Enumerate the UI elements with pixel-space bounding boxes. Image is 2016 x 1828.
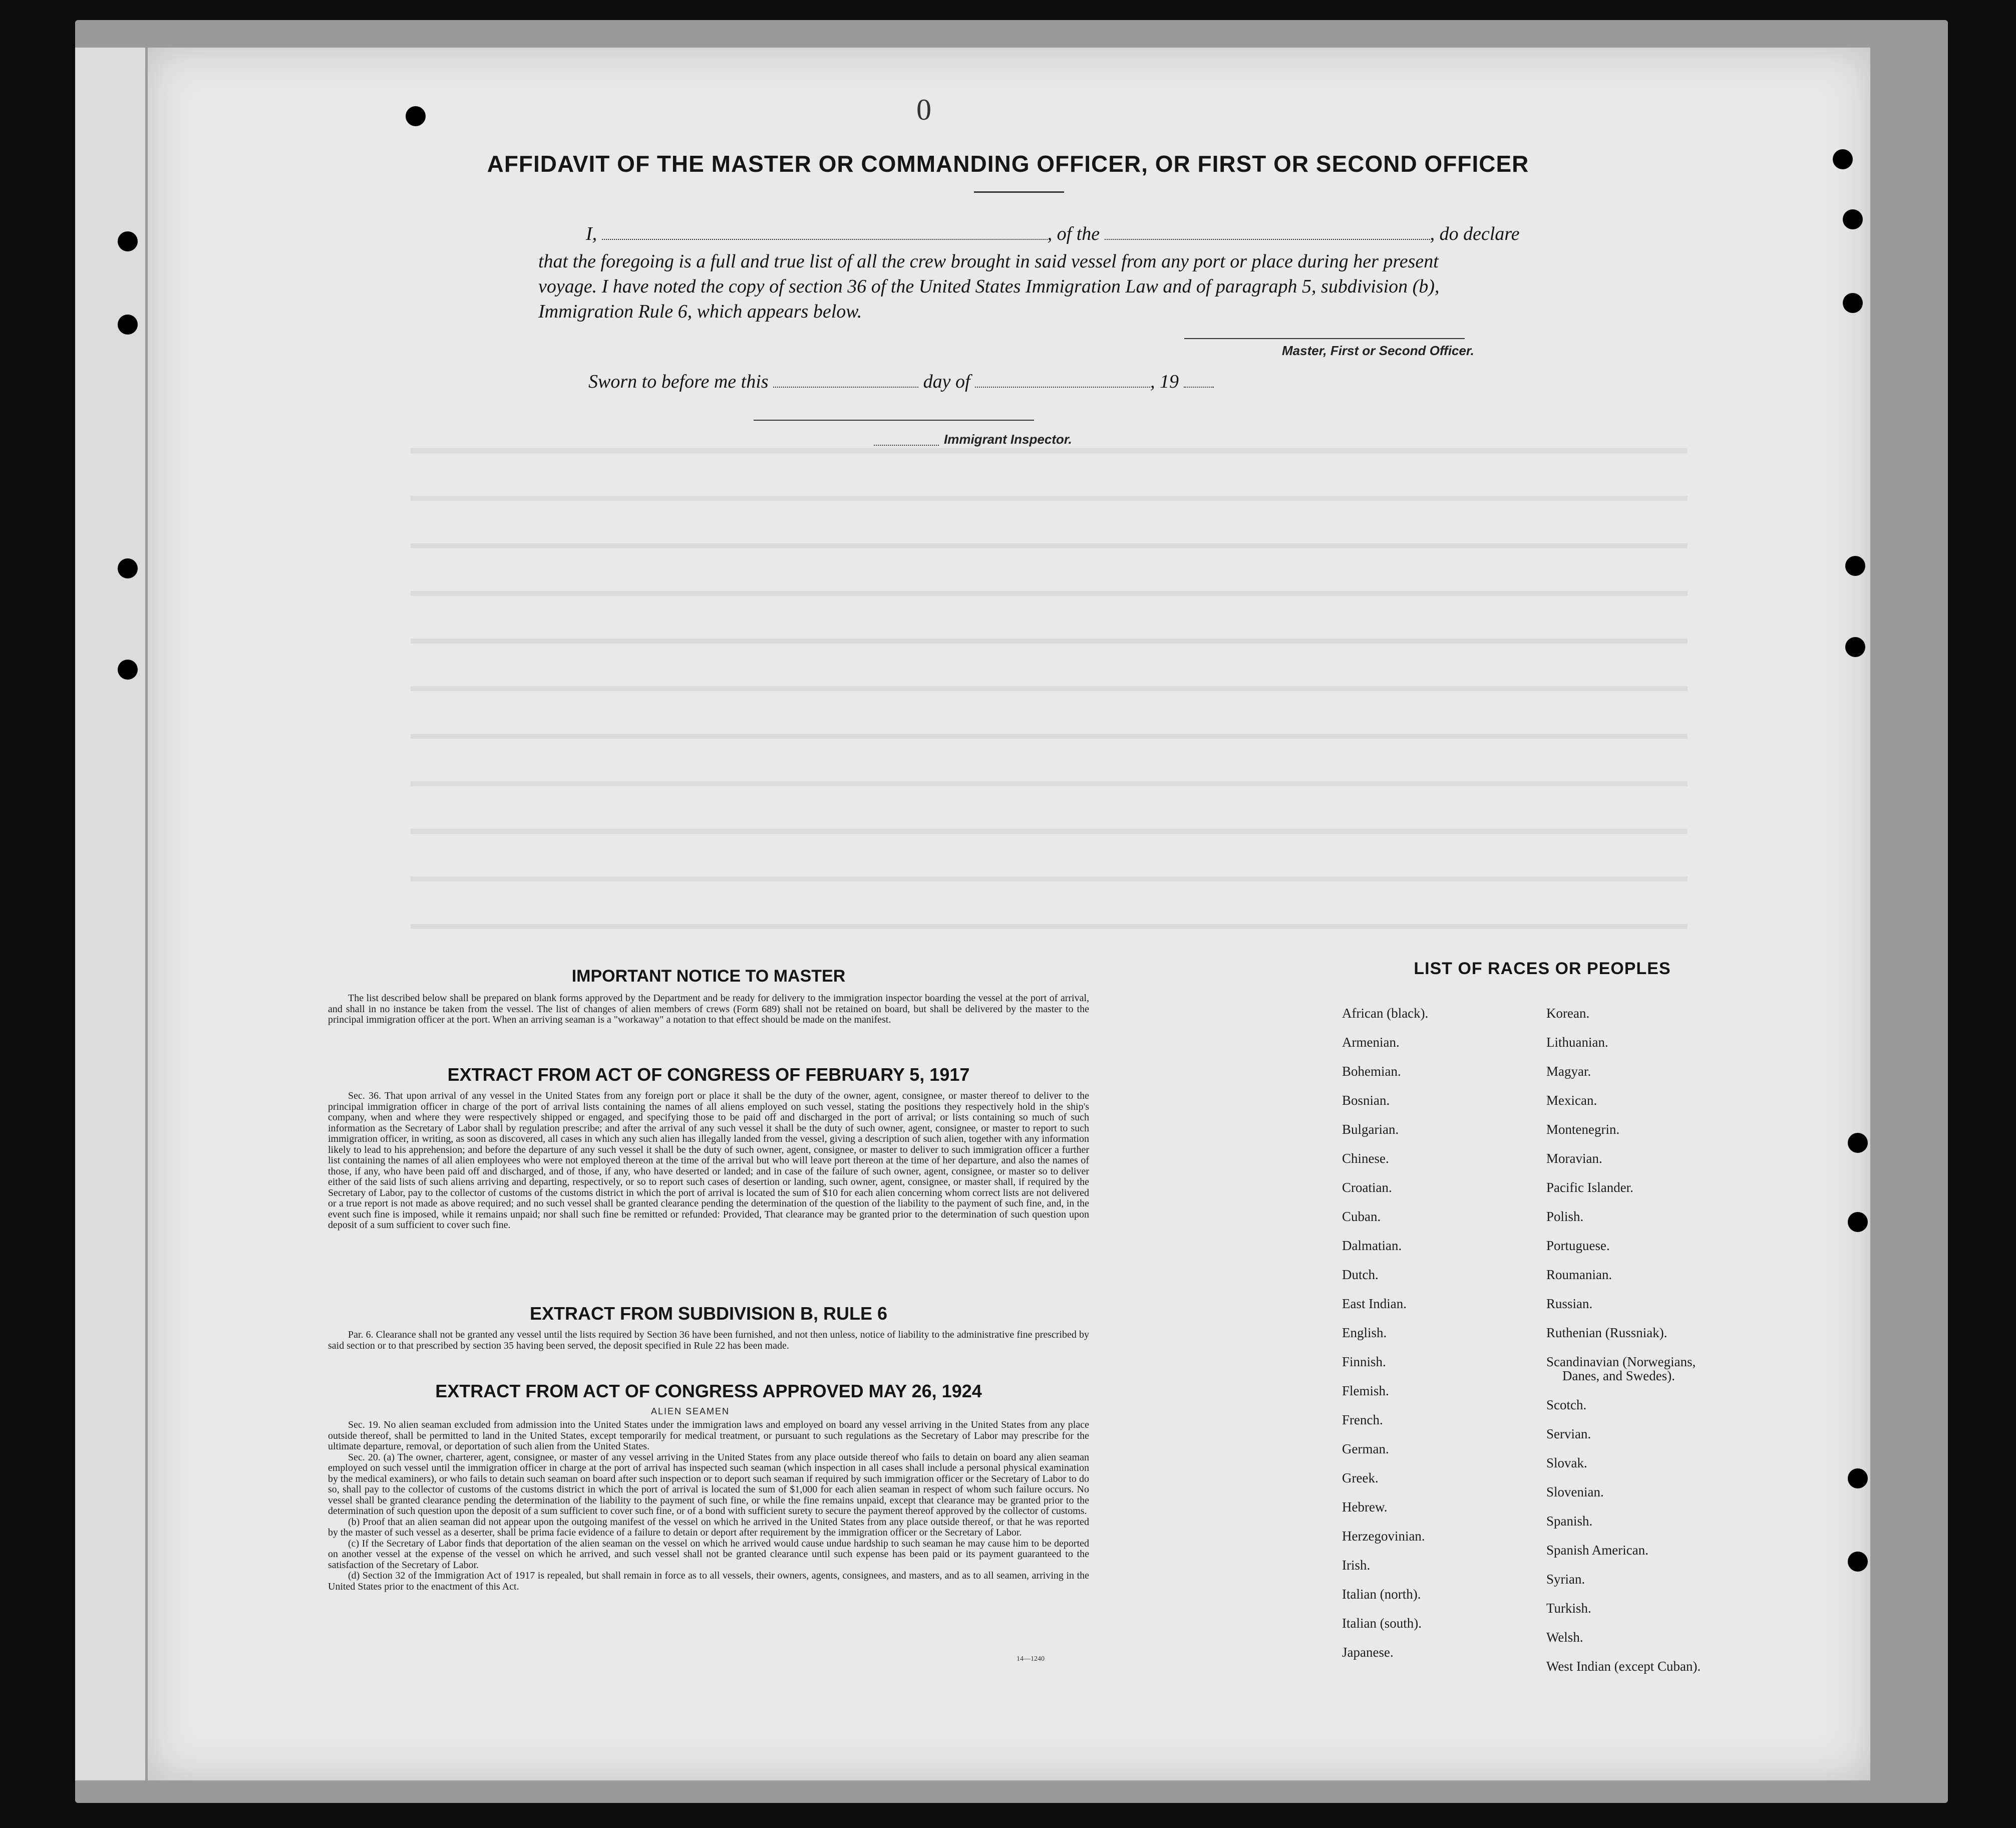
race-item: Servian. <box>1546 1426 1591 1441</box>
sec-19-paragraph: Sec. 19. No alien seaman excluded from admission into the United States under the immigration laws and employed on board any vessel arriving in the United States from any place outside thereof, shall be permitted to land in the United States, except temporarily for medical treatment, or pursuant to such regulations as the Secretary of Labor may prescribe for the ultimate departure, removal, or deportation of such alien from the United States. <box>328 1419 1089 1452</box>
bleed-through-row <box>411 543 1688 548</box>
master-signature-line[interactable] <box>1184 338 1465 339</box>
binder-hole-icon <box>118 558 138 578</box>
race-item: Magyar. <box>1546 1064 1591 1079</box>
binder-hole-icon <box>406 106 426 126</box>
day-of-label: day of <box>923 371 970 392</box>
extract-1917-text <box>328 1091 1089 1231</box>
binder-hole-icon <box>1848 1212 1868 1232</box>
inspector-signature-line[interactable] <box>754 420 1034 421</box>
form-number: 14—1240 <box>1017 1655 1045 1663</box>
notice-title: IMPORTANT NOTICE TO MASTER <box>571 967 846 986</box>
sec-20d-paragraph: (d) Section 32 of the Immigration Act of 1917 is repealed, but shall remain in force as to all vessels, their owners, agents, consignees, and masters, and as to all seamen, arriving in the United States prior to the enactment of this Act. <box>328 1570 1089 1592</box>
affidavit-line-3: voyage. I have noted the copy of section 36 of the United States Immigration Law and of paragraph 5, subdivision (b), <box>538 276 1440 297</box>
race-item: Finnish. <box>1342 1354 1386 1369</box>
sworn-day-field[interactable] <box>773 387 918 388</box>
notice-paragraph: The list described below shall be prepared on blank forms approved by the Department and be ready for delivery to the immigration inspector boarding the vessel at the port of arrival, and shall in no instance be taken from the vessel. The list of changes of alien members of crews (Form 689) shall not be retained on board, but shall be delivered by the master to the principal immigration officer at the port. When an arriving seaman is a "workaway" a notation to that effect should be made on the manifest. <box>328 993 1089 1025</box>
binder-hole-icon <box>1848 1133 1868 1153</box>
affidavit-title: AFFIDAVIT OF THE MASTER OR COMMANDING OFFICER, OR FIRST OR SECOND OFFICER <box>487 151 1529 177</box>
race-item: German. <box>1342 1441 1389 1456</box>
race-item: Cuban. <box>1342 1209 1381 1224</box>
alien-seamen-subtitle: ALIEN SEAMEN <box>651 1406 730 1416</box>
binder-hole-icon <box>1845 556 1865 576</box>
extract-rule6-title: EXTRACT FROM SUBDIVISION B, RULE 6 <box>529 1303 888 1324</box>
race-item: Dalmatian. <box>1342 1238 1402 1253</box>
inspector-caption: Immigrant Inspector. <box>944 432 1072 447</box>
race-item: Scandinavian (Norwegians, <box>1546 1354 1696 1369</box>
race-item: Slovenian. <box>1546 1484 1604 1499</box>
binder-hole-icon <box>1848 1468 1868 1488</box>
vessel-name-field[interactable] <box>1105 239 1430 240</box>
sworn-label: Sworn to before me this <box>588 371 769 392</box>
race-item: Turkish. <box>1546 1601 1591 1616</box>
notice-text <box>328 993 1089 1026</box>
declare-label: , do declare <box>1430 223 1520 244</box>
race-item: Portuguese. <box>1546 1238 1610 1253</box>
page-number: 0 <box>916 93 931 126</box>
binder-hole-icon <box>118 315 138 335</box>
par-6-paragraph: Par. 6. Clearance shall not be granted any vessel until the lists required by Section 36 have been furnished, and not then unless, notice of liability to the administrative fine prescribed by said section or to that prescribed by section 35 having been served, the deposit specified in Rule 22 has been made. <box>328 1329 1089 1351</box>
race-item: Montenegrin. <box>1546 1122 1620 1137</box>
bleed-through-row <box>411 924 1688 929</box>
race-item: Polish. <box>1546 1209 1584 1224</box>
race-item: Japanese. <box>1342 1645 1394 1660</box>
affidavit-line-2: that the foregoing is a full and true list of all the crew brought in said vessel from any port or place during her present <box>538 251 1439 272</box>
bleed-through-row <box>411 448 1688 453</box>
extract-1924-text <box>328 1420 1089 1592</box>
race-item: Lithuanian. <box>1546 1035 1608 1050</box>
race-item: Spanish. <box>1546 1513 1593 1529</box>
inspector-caption-rule <box>874 445 939 446</box>
race-item: Herzegovinian. <box>1342 1529 1425 1544</box>
race-item: Slovak. <box>1546 1455 1587 1470</box>
bleed-through-row <box>411 639 1688 644</box>
binder-hole-icon <box>1843 209 1863 229</box>
race-item: English. <box>1342 1325 1387 1340</box>
race-item: Roumanian. <box>1546 1267 1612 1282</box>
master-signature-caption: Master, First or Second Officer. <box>1282 343 1474 358</box>
binder-hole-icon <box>1845 637 1865 657</box>
bleed-through-row <box>411 829 1688 834</box>
affidavit-line-4: Immigration Rule 6, which appears below. <box>538 301 862 322</box>
race-item: Mexican. <box>1546 1093 1597 1108</box>
race-item: Irish. <box>1342 1558 1371 1573</box>
race-item: East Indian. <box>1342 1296 1407 1311</box>
bleed-through-row <box>411 686 1688 691</box>
sworn-year-field[interactable] <box>1184 387 1214 388</box>
race-item: Italian (north). <box>1342 1587 1421 1602</box>
race-item: Bosnian. <box>1342 1093 1390 1108</box>
race-item: Bohemian. <box>1342 1064 1401 1079</box>
race-item: Chinese. <box>1342 1151 1389 1166</box>
race-item: Croatian. <box>1342 1180 1392 1195</box>
race-item: Armenian. <box>1342 1035 1400 1050</box>
declarant-label: I, <box>586 223 597 244</box>
race-item: Dutch. <box>1342 1267 1379 1282</box>
race-item: Moravian. <box>1546 1151 1602 1166</box>
sec-20b-paragraph: (b) Proof that an alien seaman did not appear upon the outgoing manifest of the vessel on which he arrived in the United States from any place outside thereof, or that he was reported by the master of such vessel as a deserter, shall be prima facie evidence of a failure to detain or deport after requirement by the immigration officer or the Secretary of Labor. <box>328 1516 1089 1538</box>
race-item: Spanish American. <box>1546 1543 1648 1558</box>
title-rule <box>974 191 1064 193</box>
race-item: Italian (south). <box>1342 1616 1422 1631</box>
race-item: Pacific Islander. <box>1546 1180 1633 1195</box>
declarant-name-field[interactable] <box>602 239 1048 240</box>
extract-rule6-text <box>328 1330 1089 1351</box>
race-item: Greek. <box>1342 1470 1379 1485</box>
race-item: West Indian (except Cuban). <box>1546 1659 1701 1674</box>
left-binding-strip <box>75 48 145 1780</box>
bleed-through-row <box>411 876 1688 881</box>
extract-1924-title: EXTRACT FROM ACT OF CONGRESS APPROVED MAY 26, 1924 <box>435 1381 982 1401</box>
bleed-through-row <box>411 781 1688 786</box>
race-item: Russian. <box>1546 1296 1593 1311</box>
bleed-through-row <box>411 734 1688 739</box>
race-item: Scotch. <box>1546 1397 1587 1412</box>
sworn-month-field[interactable] <box>975 387 1150 388</box>
race-item: Syrian. <box>1546 1572 1585 1587</box>
binder-hole-icon <box>118 231 138 251</box>
race-item: Flemish. <box>1342 1383 1389 1398</box>
race-item: Welsh. <box>1546 1630 1583 1645</box>
affidavit-line-1 <box>586 223 1520 245</box>
race-item: Hebrew. <box>1342 1499 1388 1514</box>
race-item: Bulgarian. <box>1342 1122 1399 1137</box>
sec-36-paragraph: Sec. 36. That upon arrival of any vessel in the United States from any foreign port or place it shall be the duty of the owner, agent, consignee, or master thereof to deliver to the principal immigration officer in charge of the port of arrival lists containing the names of all aliens employed on such vessel, stating the positions they respectively hold in the ship's company, when and where they were respectively shipped or engaged, and specifying those to be paid off and discharged in the port of arrival; or lists containing so much of such information as the Secretary of Labor shall by regulation prescribe; and after the arrival of any such vessel it shall be the duty of such owner, agent, consignee, or master to report to such immigration officer, in writing, as soon as discovered, all cases in which any such alien has illegally landed from the vessel, giving a description of such alien, together with any information likely to lead to his apprehension; and before the departure of any such vessel it shall be the duty of such owner, agent, consignee, or master to deliver to such immigration officer a further list containing the names of all alien employees who were not employed thereon at the time of the arrival but who will leave port thereon at the time of her departure, and also the names of those, if any, who have been paid off and discharged, and of those, if any, who have deserted or landed; and in case of the failure of such owner, agent, consignee, or master so to deliver either of the said lists of such aliens arriving and departing, respectively, or so to report such cases of desertion or landing, such owner, agent, consignee, or master shall, if required by the Secretary of Labor, pay to the collector of customs of the customs district in which the port of arrival is located the sum of $10 for each alien concerning whom correct lists are not delivered or a true report is not made as above required; and no such vessel shall be granted clearance pending the determination of the question of the liability to the payment of such fine, and, in the event such fine is imposed, while it remains unpaid; nor shall such fine be remitted or refunded: Provided, That clearance may be granted prior to the determination of such question upon deposit of a sum sufficient to cover such fine. <box>328 1090 1089 1231</box>
sec-20c-paragraph: (c) If the Secretary of Labor finds that deportation of the alien seaman on the vessel on which he arrived would cause undue hardship to such seaman he may cause him to be deported on another vessel at the expense of the vessel on which he arrived, and such vessel shall not be granted clearance until such expense has been paid or its payment guaranteed to the satisfaction of the Secretary of Labor. <box>328 1538 1089 1571</box>
binder-hole-icon <box>1848 1552 1868 1572</box>
sworn-line <box>588 371 1214 393</box>
bleed-through-row <box>411 496 1688 501</box>
year-label: , 19 <box>1150 371 1179 392</box>
vessel-label: , of the <box>1047 223 1100 244</box>
race-item: Korean. <box>1546 1006 1590 1021</box>
race-item: Ruthenian (Russniak). <box>1546 1325 1667 1340</box>
bleed-through-row <box>411 591 1688 596</box>
race-item: French. <box>1342 1412 1383 1427</box>
race-item: Danes, and Swedes). <box>1562 1368 1675 1383</box>
binder-hole-icon <box>118 660 138 680</box>
binder-hole-icon <box>1843 293 1863 313</box>
extract-1917-title: EXTRACT FROM ACT OF CONGRESS OF FEBRUARY 5, 1917 <box>447 1064 970 1085</box>
sec-20a-paragraph: Sec. 20. (a) The owner, charterer, agent, consignee, or master of any vessel arriving in the United States from any place outside thereof who fails to detain on board any alien seaman employed on such vessel until the immigration officer in charge at the port of arrival has inspected such seaman (which inspection in all cases shall include a personal physical examination by the medical examiners), or who fails to detain such seaman on board after such inspection or to deport such seaman if required by such immigration officer or the Secretary of Labor to do so, shall pay to the collector of customs of the customs district in which the port of arrival is located the sum of $1,000 for each alien seaman in respect of whom such failure occurs. No vessel shall be granted clearance pending the determination of the liability to the payment of such fine, or while the fine remains unpaid, except that clearance may be granted prior to the determination of such question upon the deposit of a sum sufficient to cover such fine, or of a bond with sufficient surety to secure the payment thereof approved by the collector of customs. <box>328 1451 1089 1516</box>
race-item: African (black). <box>1342 1006 1429 1021</box>
races-title: LIST OF RACES OR PEOPLES <box>1414 959 1671 978</box>
